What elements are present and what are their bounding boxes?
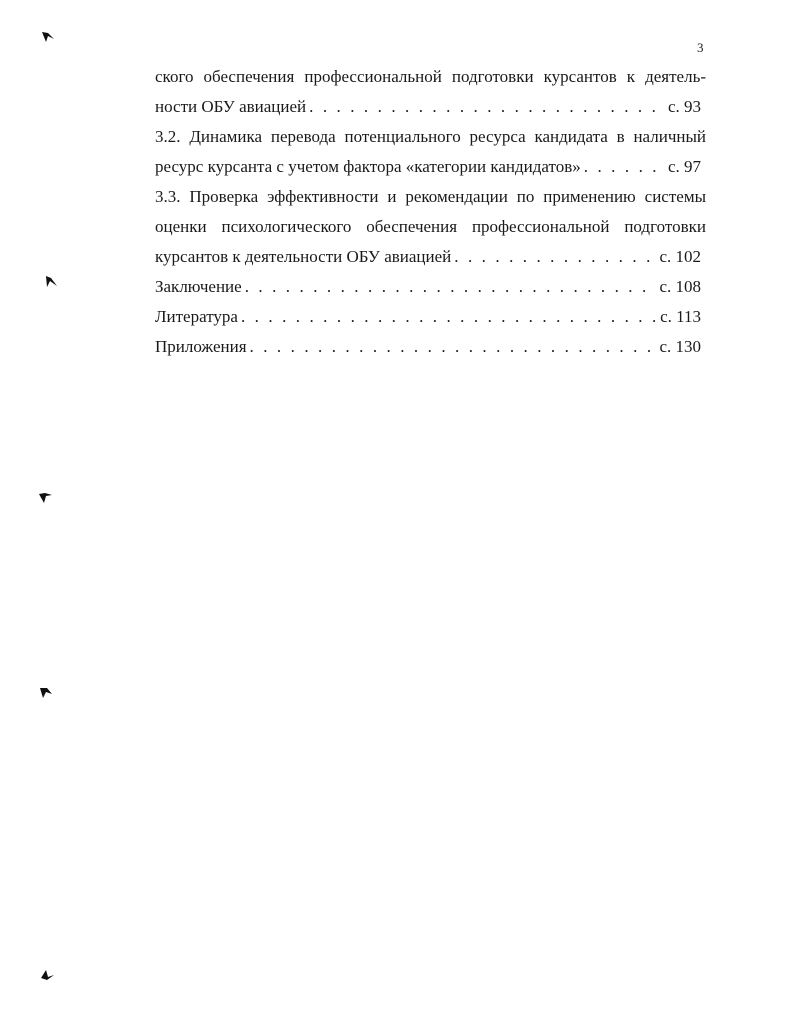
dot-leader [584, 152, 665, 182]
toc-entry-text: Заключение [155, 277, 242, 296]
toc-page-ref: с. 102 [659, 247, 701, 266]
scan-mark-icon [44, 275, 60, 293]
toc-entry-continuation-line: ского обеспечения профессиональной подготовки курсантов к деятель- [155, 67, 706, 86]
dot-leader [250, 332, 657, 362]
toc-entry-conclusion [155, 272, 701, 302]
toc-entry-3-3-line: 3.3. Проверка эффективности и рекомендации по применению системы [155, 187, 706, 206]
page-number: 3 [697, 40, 704, 55]
scan-mark-icon [38, 491, 54, 509]
dot-leader [454, 242, 656, 272]
scan-mark-icon [38, 686, 54, 704]
toc-page-ref: с. 97 [667, 157, 701, 176]
toc-entry-text: курсантов к деятельности ОБУ авиацией [155, 247, 452, 266]
toc-entry-appendix [155, 332, 701, 362]
toc-entry-text: ности ОБУ авиацией [155, 97, 307, 116]
dot-leader [245, 272, 657, 302]
dot-leader [241, 302, 657, 332]
toc-page-ref: с. 93 [667, 97, 701, 116]
toc-entry-3-3-last-line [155, 242, 701, 272]
scan-mark-icon [40, 968, 56, 986]
toc-entry-3-2-line: 3.2. Динамика перевода потенциального ресурса кандидата в наличный [155, 127, 706, 146]
toc-entry-literature [155, 302, 701, 332]
toc-entry-text: Литература [155, 307, 238, 326]
toc-entry-3-1-last-line [155, 92, 701, 122]
toc-entry-text: ресурс курсанта с учетом фактора «категории кандидатов» [155, 157, 581, 176]
scan-mark-icon [40, 30, 56, 48]
toc-page-ref: с. 108 [659, 277, 701, 296]
toc-entry-3-2-last-line [155, 152, 701, 182]
toc-entry-3-3-line: оценки психологического обеспечения профессиональной подготовки [155, 217, 706, 236]
table-of-contents [155, 62, 706, 362]
toc-page-ref: с. 130 [659, 337, 701, 356]
toc-page-ref: с. 113 [660, 307, 701, 326]
dot-leader [309, 92, 665, 122]
toc-entry-text: Приложения [155, 337, 247, 356]
